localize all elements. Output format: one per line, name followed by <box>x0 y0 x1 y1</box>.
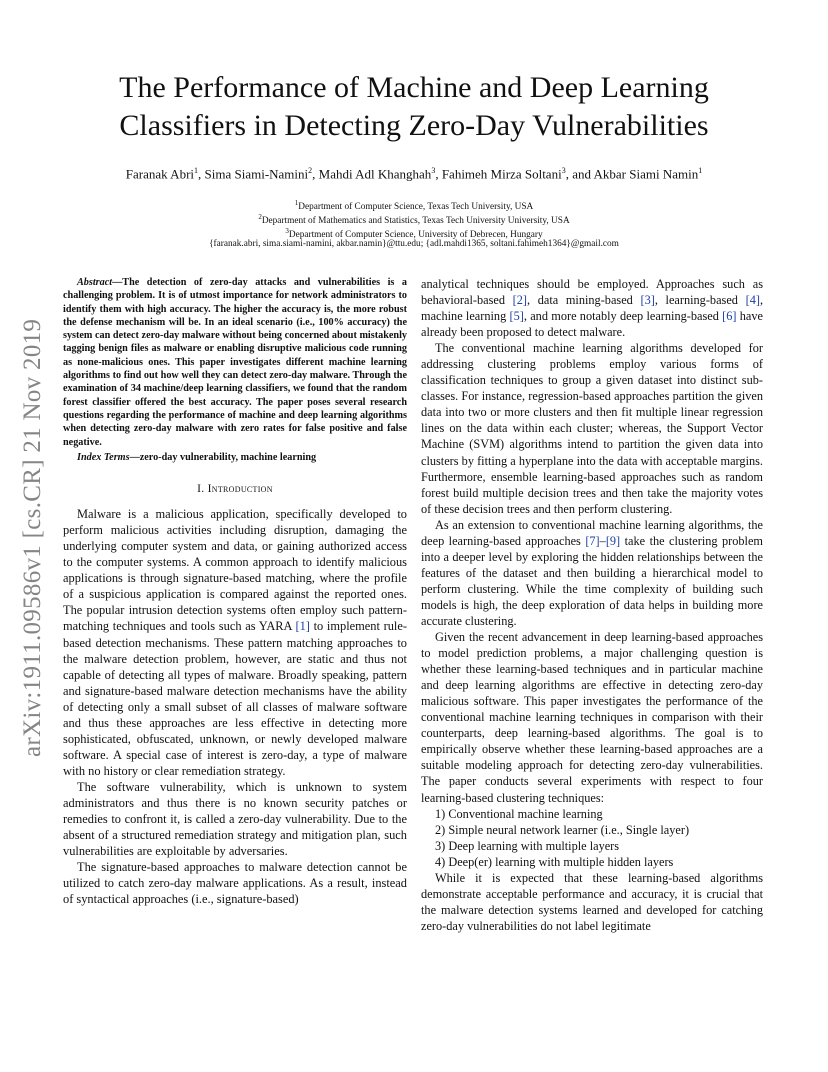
citation-link[interactable]: [7] <box>585 533 600 548</box>
paragraph-text: to implement rule-based detection mechanisms. These pattern matching approaches to the malware detection problem, however, are static and thus not capable of detecting all types of malware. Broadly speaking, pattern and signature-based malware detection mechanisms have the ability of detecting only a small subset of all classes of malware software and thus these approaches are less effective in detecting more sophisticated, obfuscated, unknown, or newly developed malware software. A special case of interest is zero-day, a type of malware with no history or clear remediation strategy. <box>63 619 407 778</box>
affiliation-1-marker: 1 <box>294 199 299 207</box>
paragraph-text: have already been proposed to detect malware. <box>421 309 763 340</box>
index-terms-label: Index Terms <box>77 451 130 463</box>
intro-paragraph-continued <box>421 276 763 340</box>
paragraph-text: , learning-based <box>654 293 746 308</box>
affiliation-2-text: Department of Mathematics and Statistics, Texas Tech University University, USA <box>261 216 570 227</box>
author-affiliation-marker: 3 <box>431 166 436 175</box>
paragraph-text: analytical techniques should be employed. Approaches such as behavioral-based <box>421 277 763 308</box>
author-name: Fahimeh Mirza Soltani <box>441 166 562 182</box>
intro-paragraph-1 <box>63 506 407 779</box>
list-item: 2) Simple neural network learner (i.e., Single layer) <box>435 822 690 837</box>
left-column <box>63 276 407 907</box>
intro-paragraph-3: The signature-based approaches to malware detection cannot be utilized to catch zero-day malware applications. As a result, instead of syntactical approaches (i.e., signature-based) <box>63 860 407 907</box>
intro-paragraph-4: The conventional machine learning algorithms developed for addressing clustering problems employ various forms of classification techniques to group a given dataset into distinct sub-classes. For instance, regression-based approaches partition the given data into two or more clusters and then fit multiple linear regression lines on the data within each cluster; whereas, the Support Vector Machine (SVM) algorithms intend to partition the given data into clusters by fitting a hyperplane into the data with acceptable margins. Furthermore, ensemble learning-based approaches such as random forest build multiple decision trees and then take the majority votes of these decision trees and then perform clustering. <box>421 341 763 516</box>
intro-paragraph-7: While it is expected that these learning-based algorithms demonstrate acceptable performance and accuracy, it is crucial that the malware detection systems learned and developed for catching zero-day vulnerabilities do not label legitimate <box>421 870 763 933</box>
paragraph-text: , machine learning <box>421 293 764 324</box>
author-name: Mahdi Adl Khanghah <box>318 166 432 182</box>
author-name: Sima Siami-Namini <box>204 166 309 182</box>
paragraph-text: , and more notably deep learning-based <box>523 309 723 324</box>
citation-link[interactable]: [5] <box>509 309 524 324</box>
author-affiliation-marker: 3 <box>561 166 566 175</box>
abstract <box>63 276 407 449</box>
paper-title-line-1: The Performance of Machine and Deep Learning <box>119 71 709 104</box>
approaches-list <box>421 806 763 870</box>
intro-paragraph-2: The software vulnerability, which is unknown to system administrators and thus there is no known security patches or remedies to confront it, is called a zero-day vulnerability. Due to the absent of a structured remediation strategy and mitigation plan, such vulnerabilities are exploitable by adversaries. <box>63 779 407 859</box>
citation-link[interactable]: [3] <box>640 293 655 308</box>
author-separator: , <box>312 166 319 182</box>
author-name: Faranak Abri <box>125 166 195 182</box>
citation-link[interactable]: [4] <box>745 293 760 308</box>
arxiv-identifier[interactable]: arXiv:1911.09586v1 [cs.CR] 21 Nov 2019 <box>19 318 46 757</box>
section-number: I. <box>197 483 208 496</box>
affiliation-3-marker: 3 <box>285 227 289 235</box>
author-name: Akbar Siami Namin <box>593 166 699 182</box>
list-item: 1) Conventional machine learning <box>435 806 603 821</box>
index-terms <box>63 451 407 464</box>
citation-link[interactable]: [9] <box>605 533 621 548</box>
affiliation-1-text: Department of Computer Science, Texas Tech University, USA <box>298 202 534 213</box>
citation-link[interactable]: [2] <box>512 293 527 308</box>
intro-paragraph-5 <box>421 517 763 629</box>
right-column <box>421 276 763 934</box>
index-terms-text: —zero-day vulnerability, machine learning <box>129 451 317 463</box>
paragraph-text: Malware is a malicious application, specifically developed to perform malicious activities including disruption, damaging the underlying computer system and data, or gaining authorized access to the computer systems. A common approach to identify malicious applications is through signature-based matching, where the profile of a suspicious application is compared against the reported ones. The popular intrusion detection systems often employ such pattern-matching techniques and tools such as YARA <box>63 507 407 634</box>
author-separator: , <box>435 166 442 182</box>
list-item: 3) Deep learning with multiple layers <box>435 838 620 853</box>
author-separator: , and <box>565 166 594 182</box>
author-emails: {faranak.abri, sima.siami-namini, akbar.namin}@ttu.edu; {adl.mahdi1365, soltani.fahimeh1364}@gmail.com <box>209 239 619 249</box>
author-separator: , <box>198 166 205 182</box>
affiliation-3-text: Department of Computer Science, University of Debrecen, Hungary <box>288 230 543 241</box>
author-list <box>40 161 788 184</box>
section-title-rest: ntroduction <box>211 483 273 496</box>
list-item: 4) Deep(er) learning with multiple hidden layers <box>435 854 674 869</box>
paper-title-line-2: Classifiers in Detecting Zero-Day Vulnerabilities <box>119 109 709 142</box>
affiliation-2-marker: 2 <box>258 213 262 221</box>
paragraph-text: take the clustering problem into a deeper level by exploring the hidden relationships between the features of the dataset and then building a hierarchical model to perform clustering. While the time complexity of building such models is high, the deep exploration of data helps in building more accurate clustering. <box>421 533 763 628</box>
section-heading-introduction <box>63 482 407 496</box>
author-affiliation-marker: 1 <box>698 166 703 175</box>
paragraph-text: , data mining-based <box>527 293 641 308</box>
abstract-label: Abstract <box>77 277 113 288</box>
author-affiliation-marker: 1 <box>194 166 199 175</box>
citation-link[interactable]: [6] <box>722 309 737 324</box>
paragraph-text: As an extension to conventional machine learning algorithms, the deep learning-based approaches <box>421 517 763 548</box>
paragraph-text: – <box>599 533 606 548</box>
citation-link[interactable]: [1] <box>295 619 310 634</box>
author-affiliation-marker: 2 <box>308 166 313 175</box>
section-title-initial: I <box>207 483 212 496</box>
intro-paragraph-6: Given the recent advancement in deep learning-based approaches to model prediction problems, a major challenging question is whether these learning-based techniques and in particular machine and deep learning algorithms are effective in detecting zero-day malicious software. This paper investigates the performance of the conventional machine learning techniques in comparison with their counterparts, deep learning-based algorithms. The goal is to empirically observe whether these learning-based approaches are a suitable modeling approach for detecting zero-day vulnerabilities. The paper conducts several experiments with respect to four learning-based clustering techniques: <box>421 630 763 805</box>
abstract-text: —The detection of zero-day attacks and vulnerabilities is a challenging problem. It is of utmost importance for network administrators to identify them with high accuracy. The higher the accuracy is, the more robust the defense mechanism will be. In an ideal scenario (i.e., 100% accuracy) the system can detect zero-day malware without being concerned about mistakenly tagging benign files as malware or enabling disruptive malicious code running as none-malicious ones. This paper investigates different machine learning algorithms to find out how well they can detect zero-day malware. Through the examination of 34 machine/deep learning classifiers, we found that the random forest classifier offered the best accuracy. The paper poses several research questions regarding the performance of machine and deep learning algorithms when detecting zero-day malware with zero rates for false positive and false negative. <box>63 277 407 448</box>
